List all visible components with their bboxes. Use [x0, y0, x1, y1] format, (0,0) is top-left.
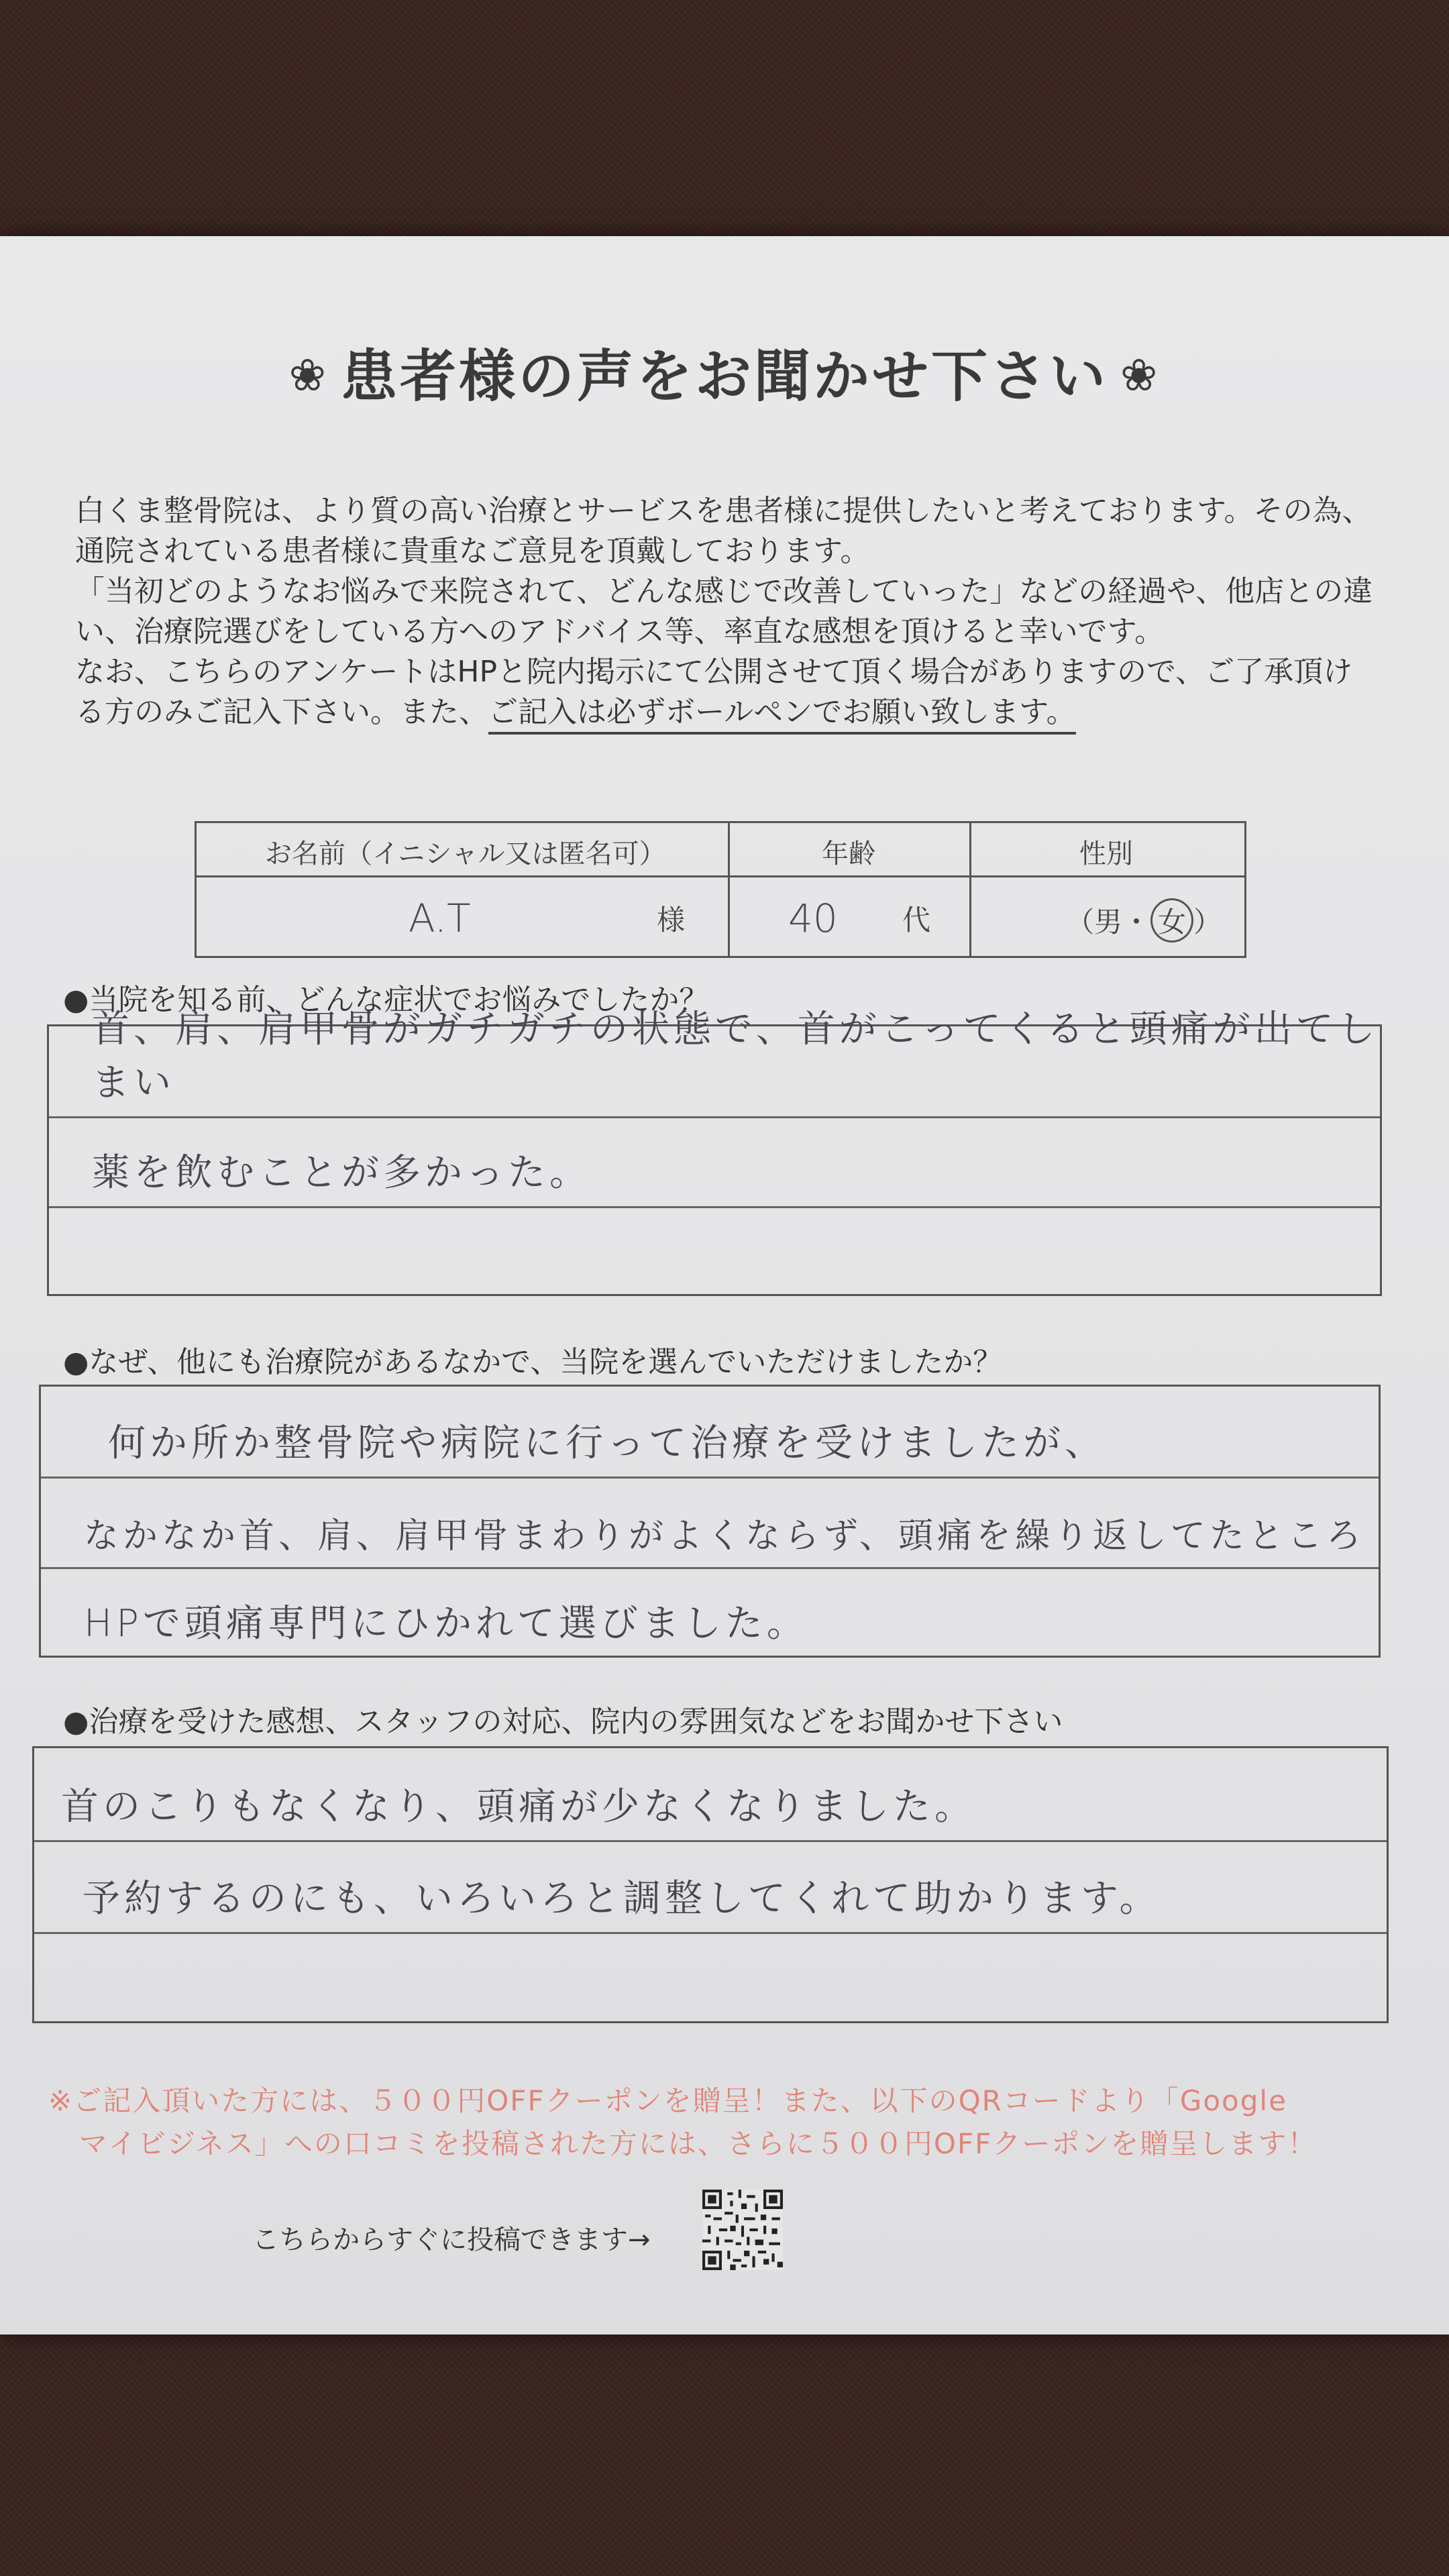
divider: [728, 823, 730, 956]
answer-box-1[interactable]: [47, 1008, 1382, 1296]
name-value[interactable]: A.T: [409, 896, 471, 941]
survey-sheet: [0, 236, 1449, 2334]
gender-options[interactable]: （男・ 女 ）: [1066, 898, 1222, 943]
intro-line: なお、こちらのアンケートはHPと院内掲示にて公開させて頂く場合がありますので、ご了承頂け: [75, 655, 1353, 689]
answer-box-2[interactable]: [39, 1385, 1381, 1658]
answer-box-3[interactable]: [32, 1746, 1389, 2023]
age-suffix: 代: [902, 904, 931, 936]
answer-text: なかなか首、肩、肩甲骨まわりがよくならず、頭痛を繰り返してたところ: [84, 1516, 1365, 1556]
post-review-text: こちらからすぐに投稿できます→: [252, 2224, 651, 2255]
intro-line: 白くま整骨院は、より質の高い治療とサービスを患者様に提供したいと考えております。その為、: [75, 494, 1372, 528]
qr-code-icon[interactable]: [702, 2190, 783, 2270]
question-1-label: ●当院を知る前、どんな症状でお悩みでしたか？: [63, 983, 709, 1017]
answer-text: 何か所か整骨院や病院に行って治療を受けましたが、: [108, 1421, 1106, 1465]
answer-line[interactable]: [49, 1118, 1380, 1208]
name-suffix: 様: [657, 904, 686, 936]
divider: [197, 875, 1244, 877]
intro-line: 通院されている患者様に貴重なご意見を頂戴しております。: [75, 534, 870, 568]
answer-text: 首のこりもなくなり、頭痛が少なくなりました。: [61, 1785, 976, 1829]
age-header: 年齢: [822, 839, 875, 869]
coupon-notice: [48, 2080, 1403, 2165]
answer-line[interactable]: [41, 1569, 1379, 1657]
divider: [969, 823, 971, 956]
gender-female-circled[interactable]: 女: [1150, 898, 1193, 943]
page-title: [0, 331, 1449, 413]
gender-header: 性別: [1079, 839, 1133, 869]
gender-male[interactable]: 男: [1094, 906, 1123, 938]
intro-line: 「当初どのようなお悩みで来院されて、どんな感じで改善していった」などの経過や、他店との違: [75, 574, 1373, 608]
answer-line[interactable]: [34, 1842, 1387, 1934]
answer-text: 首、肩、肩甲骨がガチガチの状態で、首がこってくると頭痛が出てしまい: [92, 1008, 1379, 1105]
name-header: お名前（イニシャル又は匿名可）: [265, 839, 666, 869]
notice-line: ※ご記入頂いた方には、５００円OFFクーポンを贈呈！また、以下のQRコードより「Google: [48, 2084, 1287, 2117]
answer-line[interactable]: [49, 1008, 1380, 1118]
notice-line: マイビジネス」への口コミを投稿された方には、さらに５００円OFFクーポンを贈呈します！: [79, 2127, 1318, 2160]
answer-line[interactable]: [34, 1934, 1387, 2023]
flower-icon: ❀: [1120, 350, 1161, 401]
answer-line[interactable]: [34, 1748, 1387, 1842]
answer-line[interactable]: [41, 1387, 1379, 1479]
question-3-label: ●治療を受けた感想、スタッフの対応、院内の雰囲気などをお聞かせ下さい: [63, 1705, 1063, 1739]
answer-line[interactable]: [41, 1479, 1379, 1569]
answer-text: HPで頭痛専門にひかれて選びました。: [84, 1602, 808, 1646]
question-2-label: ●なぜ、他にも治療院があるなかで、当院を選んでいただけましたか？: [63, 1345, 1003, 1379]
flower-icon: ❀: [288, 350, 329, 401]
respondent-info-table: [195, 821, 1246, 958]
intro-last-text: る方のみご記入下さい。また、: [75, 695, 488, 729]
answer-text: 薬を飲むことが多かった。: [92, 1151, 591, 1195]
age-value[interactable]: 40: [788, 896, 838, 941]
answer-text: 予約するのにも、いろいろと調整してくれて助かります。: [83, 1877, 1161, 1921]
title-text: 患者様の声をお聞かせ下さい: [340, 343, 1108, 409]
intro-line: い、治療院選びをしている方へのアドバイス等、率直な感想を頂けると幸いです。: [75, 614, 1165, 649]
gender-separator: ・: [1122, 906, 1151, 938]
intro-line: [75, 692, 1390, 733]
answer-line[interactable]: [49, 1208, 1380, 1295]
intro-paragraph: [75, 491, 1390, 733]
ballpoint-pen-note: ご記入は必ずボールペンでお願い致します。: [488, 695, 1076, 735]
